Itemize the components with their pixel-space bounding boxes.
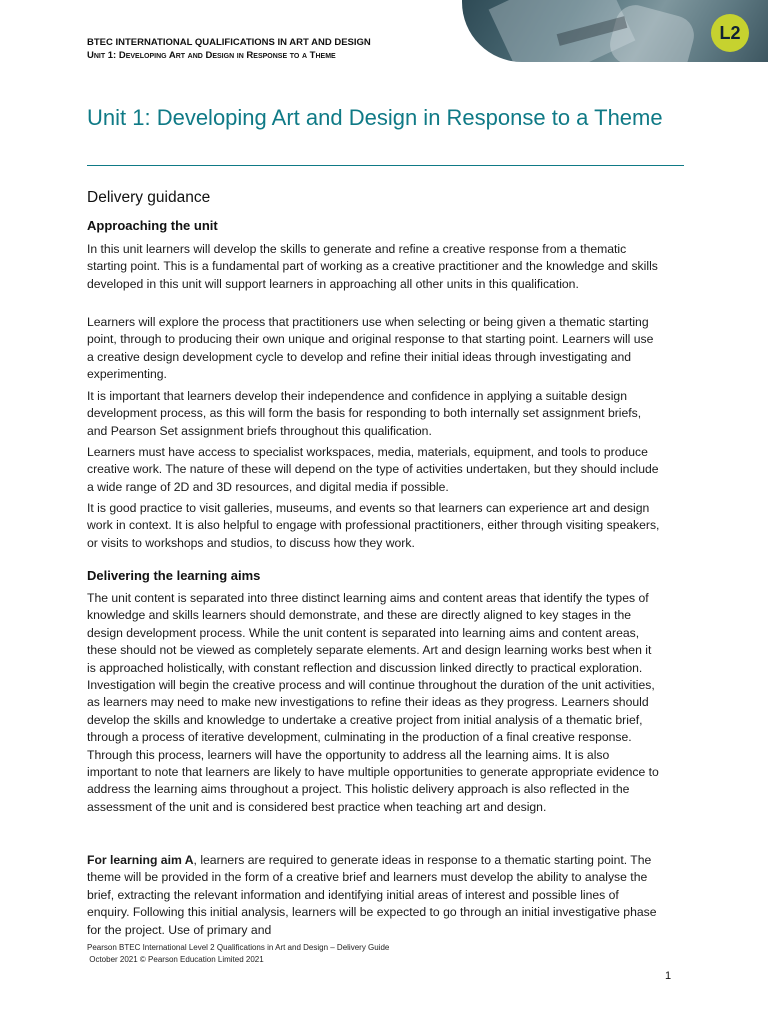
page-title: Unit 1: Developing Art and Design in Response to a Theme bbox=[87, 105, 663, 130]
footer-copyright: October 2021 © Pearson Education Limited 2021 bbox=[87, 955, 264, 964]
paragraph-learning-aim-a bbox=[87, 852, 662, 939]
paragraph: It is good practice to visit galleries, museums, and events so that learners can experience art and design work in context. It is also helpful to engage with professional practitioners, either through visiting speakers, or visits to workshops and studios, to discuss how they work. bbox=[87, 501, 660, 550]
page-number: 1 bbox=[665, 970, 672, 982]
learning-aim-a-label: For learning aim A bbox=[87, 853, 194, 867]
subheading-approaching-the-unit: Approaching the unit bbox=[87, 218, 218, 233]
paragraph: In this unit learners will develop the skills to generate and refine a creative response from a thematic starting point. This is a fundamental part of working as a creative practitioner and the knowledge and skills developed in this unit will support learners in approaching all other units in this qualification. bbox=[87, 242, 658, 291]
header-qualification: BTEC INTERNATIONAL QUALIFICATIONS IN ART AND DESIGN bbox=[87, 37, 371, 48]
section-heading-delivery-guidance: Delivery guidance bbox=[87, 189, 211, 206]
paragraph: Learners must have access to specialist workspaces, media, materials, equipment, and tools to produce creative work. The nature of these will depend on the type of activities undertaken, but they should include a wide range of 2D and 3D resources, and digital media if possible. bbox=[87, 445, 659, 494]
paragraph: The unit content is separated into three distinct learning aims and content areas that identify the types of knowledge and skills learners should demonstrate, and these are directly aligned to key stages in the design development process. While the unit content is separated into learning aims and content areas, these should not be viewed as completely separate elements. Art and design learning works best when it is approached holistically, with constant reflection and discussion linked directly to practical exploration. Investigation will begin the creative process and will continue throughout the duration of the unit activities, as learners may need to make new investigations to refine their ideas as they progress. Learners should develop the skills and knowledge to undertake a creative project from initial analysis of a thematic brief, through a process of iterative development, culminating in the production of a final creative response. Through this process, learners will have the opportunity to address all the learning aims. It is also important to note that learners are likely to have multiple opportunities to generate appropriate evidence to address the learning aims throughout a project. This holistic delivery approach is also reflected in the assessment of the unit and is considered best practice when teaching art and design. bbox=[87, 591, 659, 814]
learning-aim-a-text: , learners are required to generate ideas in response to a thematic starting point. The theme will be provided in the form of a creative brief and learners must develop the ability to analyse the brief, extracting the relevant information and identifying initial areas of interest and possible lines of enquiry. Following this initial analysis, learners will be expected to go through an initial investigative phase for the project. Use of primary and bbox=[87, 853, 657, 937]
header-unit: Unit 1: Developing Art and Design in Response to a Theme bbox=[87, 50, 336, 61]
paragraph: Learners will explore the process that practitioners use when selecting or being given a thematic starting point, through to producing their own unique and original response to that starting point. Learners will use a creative design development cycle to develop and refine their initial ideas through investigating and experimenting. bbox=[87, 315, 654, 382]
footer-title: Pearson BTEC International Level 2 Qualifications in Art and Design – Delivery Guide bbox=[87, 943, 390, 952]
level-badge: L2 bbox=[711, 14, 749, 52]
subheading-delivering-the-learning-aims: Delivering the learning aims bbox=[87, 568, 261, 583]
title-divider bbox=[87, 165, 684, 166]
paragraph: It is important that learners develop their independence and confidence in applying a suitable design development process, as this will form the basis for responding to both internally set assignment briefs, and Pearson Set assignment briefs throughout this qualification. bbox=[87, 389, 642, 438]
